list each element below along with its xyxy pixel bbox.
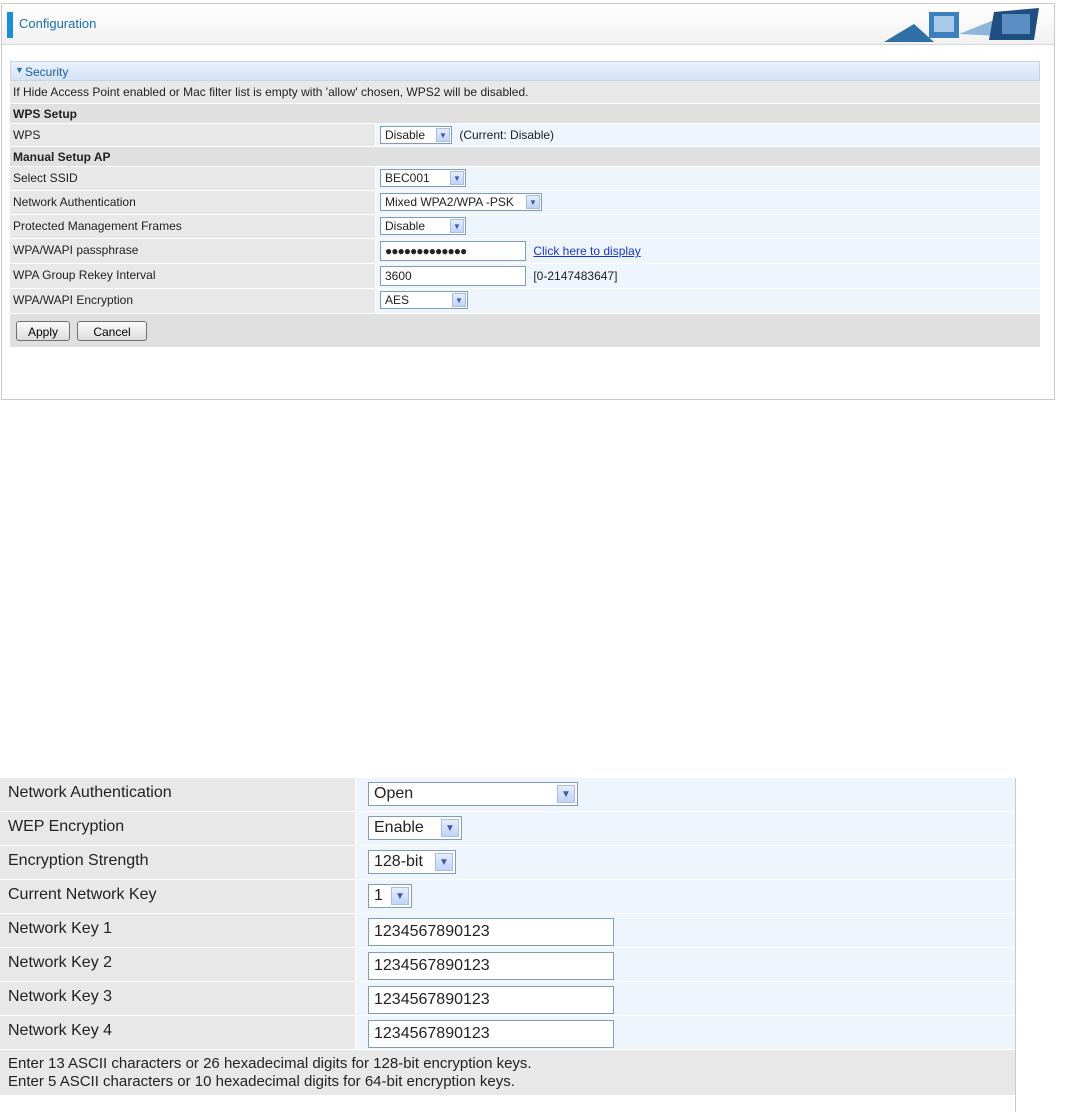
header-decoration-icon — [874, 6, 1044, 42]
passphrase-input[interactable]: ●●●●●●●●●●●●● — [380, 241, 526, 261]
network-key-2-input[interactable]: 1234567890123 — [368, 952, 614, 980]
network-key-4-row — [0, 1016, 1016, 1050]
network-key-2-row — [0, 948, 1016, 982]
rekey-range: [0-2147483647] — [533, 269, 618, 283]
current-key-select[interactable] — [368, 884, 412, 908]
hint-128bit: Enter 13 ASCII characters or 26 hexadecimal digits for 128-bit encryption keys. — [8, 1055, 532, 1072]
select-value: Disable — [385, 219, 426, 233]
wps-notice — [10, 81, 1040, 104]
notice-text: If Hide Access Point enabled or Mac filter list is empty with 'allow' chosen, WPS2 will be disabled. — [13, 85, 529, 99]
page-title: Configuration — [19, 16, 97, 31]
ssid-label: Select SSID — [10, 167, 375, 190]
apply-button[interactable]: Apply — [16, 321, 70, 341]
network-key-1-row — [0, 914, 1016, 948]
network-key-4-label: Network Key 4 — [0, 1016, 355, 1049]
button-row — [10, 314, 1040, 348]
select-value: Disable — [385, 128, 426, 142]
heading-text: WPS Setup — [13, 107, 78, 121]
encryption-strength-row — [0, 846, 1016, 880]
select-value: Open — [374, 785, 414, 802]
header-accent-bar — [7, 12, 13, 38]
heading-text: Manual Setup AP — [13, 150, 111, 164]
passphrase-label: WPA/WAPI passphrase — [10, 239, 375, 263]
network-key-1-input[interactable]: 1234567890123 — [368, 918, 614, 946]
rekey-row — [10, 264, 1040, 289]
configuration-panel — [1, 3, 1055, 400]
select-value: Mixed WPA2/WPA -PSK — [385, 195, 514, 209]
select-value: 1 — [374, 887, 383, 904]
passphrase-row — [10, 239, 1040, 264]
chevron-down-icon[interactable]: ▼ — [557, 785, 575, 803]
select-value: BEC001 — [385, 171, 430, 185]
ssid-row — [10, 167, 1040, 191]
network-auth-label: Network Authentication — [10, 191, 375, 214]
wep-encryption-select[interactable] — [368, 816, 462, 840]
encryption-strength-label: Encryption Strength — [0, 846, 355, 879]
encryption-row — [10, 289, 1040, 314]
wps-label: WPS — [10, 124, 375, 146]
network-key-3-row — [0, 982, 1016, 1016]
network-key-3-label: Network Key 3 — [0, 982, 355, 1015]
section-title: Security — [25, 65, 69, 79]
current-key-label: Current Network Key — [0, 880, 355, 913]
wep-encryption-label: WEP Encryption — [0, 812, 355, 845]
network-key-4-input[interactable]: 1234567890123 — [368, 1020, 614, 1048]
chevron-down-icon[interactable]: ▼ — [391, 887, 409, 905]
ssid-select[interactable] — [380, 169, 466, 187]
select-value: AES — [385, 293, 410, 307]
panel-divider — [1015, 778, 1016, 1112]
wps-setup-heading — [10, 104, 1040, 124]
chevron-down-icon[interactable]: ▼ — [441, 819, 459, 837]
collapse-triangle-icon[interactable]: ▼ — [15, 65, 24, 75]
security-section-bar[interactable] — [10, 61, 1040, 81]
wps-select[interactable] — [380, 126, 452, 144]
network-auth-row — [10, 191, 1040, 215]
configuration-header — [2, 4, 1054, 45]
chevron-down-icon[interactable]: ▼ — [450, 219, 464, 233]
hint-64bit: Enter 5 ASCII characters or 10 hexadecimal digits for 64-bit encryption keys. — [8, 1073, 515, 1090]
chevron-down-icon[interactable]: ▼ — [436, 128, 450, 142]
cancel-button[interactable]: Cancel — [77, 321, 147, 341]
pmf-row — [10, 215, 1040, 239]
rekey-label: WPA Group Rekey Interval — [10, 264, 375, 288]
display-passphrase-link[interactable]: Click here to display — [533, 244, 641, 258]
chevron-down-icon[interactable]: ▼ — [435, 853, 453, 871]
key-format-hint — [0, 1050, 1016, 1096]
security-form — [10, 81, 1040, 348]
chevron-down-icon[interactable]: ▼ — [450, 171, 464, 185]
pmf-label: Protected Management Frames — [10, 215, 375, 238]
wps-current-status: (Current: Disable) — [459, 128, 555, 142]
chevron-down-icon[interactable]: ▼ — [452, 293, 466, 307]
wep-settings-panel — [0, 778, 1016, 1096]
wep-network-auth-row — [0, 778, 1016, 812]
encryption-strength-select[interactable] — [368, 850, 456, 874]
wps-row — [10, 124, 1040, 147]
select-value: 128-bit — [374, 853, 423, 870]
rekey-input[interactable]: 3600 — [380, 266, 526, 286]
network-key-3-input[interactable]: 1234567890123 — [368, 986, 614, 1014]
pmf-select[interactable] — [380, 217, 466, 235]
chevron-down-icon[interactable]: ▼ — [526, 195, 540, 209]
network-auth-select[interactable] — [380, 193, 542, 211]
network-key-1-label: Network Key 1 — [0, 914, 355, 947]
current-key-row — [0, 880, 1016, 914]
network-key-2-label: Network Key 2 — [0, 948, 355, 981]
manual-setup-heading — [10, 147, 1040, 167]
wep-encryption-row — [0, 812, 1016, 846]
encryption-label: WPA/WAPI Encryption — [10, 289, 375, 313]
wep-network-auth-label: Network Authentication — [0, 778, 355, 811]
select-value: Enable — [374, 819, 424, 836]
encryption-select[interactable] — [380, 291, 468, 309]
wep-network-auth-select[interactable] — [368, 782, 578, 806]
